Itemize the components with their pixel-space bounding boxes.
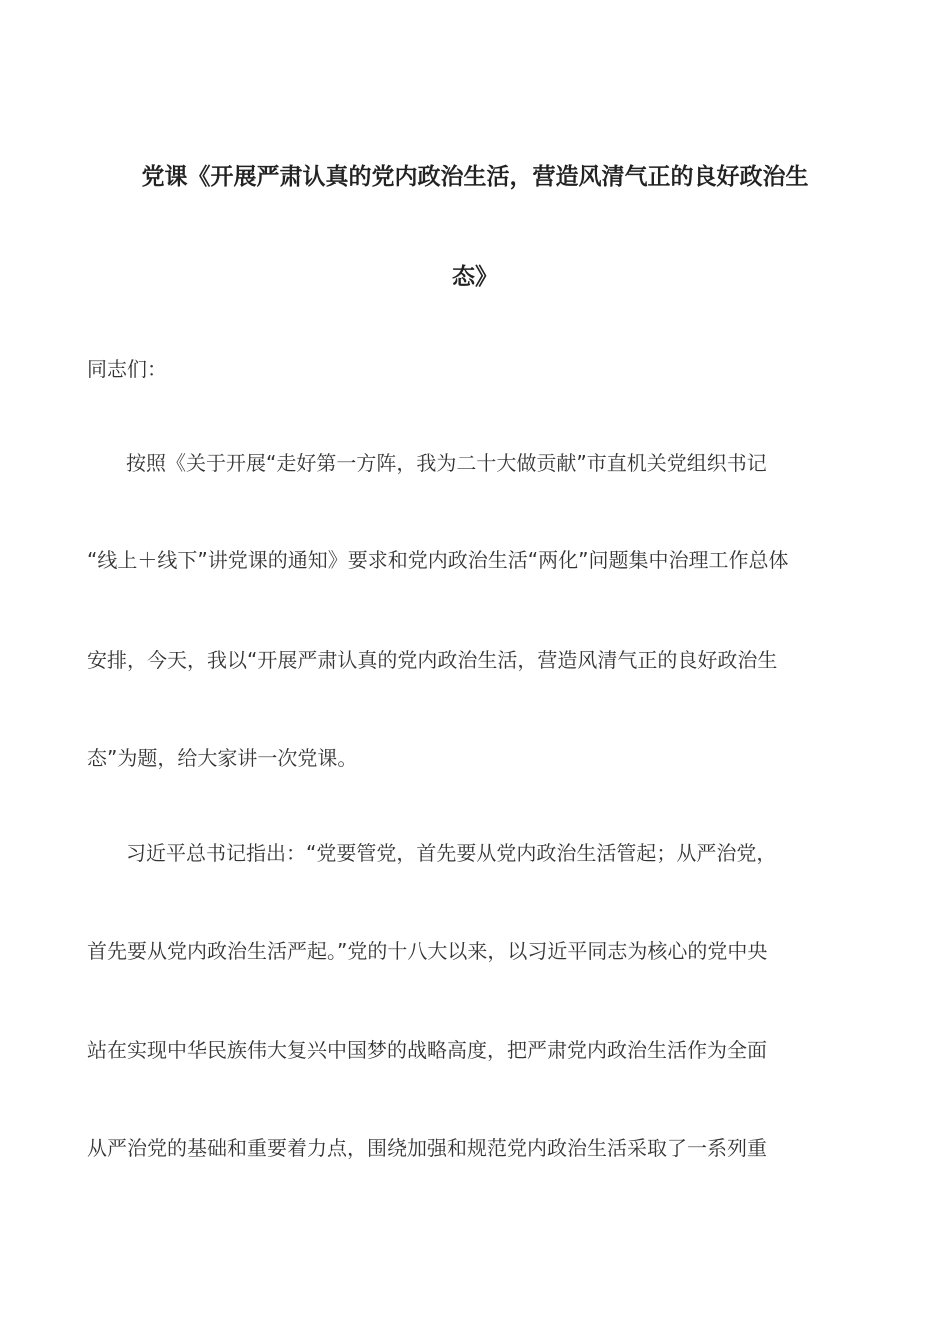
paragraph-1-line-4: 态”为题，给大家讲一次党课。 (87, 746, 358, 770)
paragraph-2-line-4: 从严治党的基础和重要着力点，围绕加强和规范党内政治生活采取了一系列重 (87, 1136, 767, 1160)
paragraph-2-line-3: 站在实现中华民族伟大复兴中国梦的战略高度，把严肃党内政治生活作为全面 (87, 1038, 767, 1062)
paragraph-1-line-1: 按照《关于开展“走好第一方阵，我为二十大做贡献”市直机关党组织书记 (126, 451, 767, 475)
salutation: 同志们： (87, 357, 167, 381)
paragraph-1-line-2: “线上＋线下”讲党课的通知》要求和党内政治生活“两化”问题集中治理工作总体 (87, 548, 789, 572)
document-title-line-2: 态》 (452, 264, 498, 290)
document-title-line-1: 党课《开展严肃认真的党内政治生活，营造风清气正的良好政治生 (141, 164, 809, 190)
paragraph-2-line-1: 习近平总书记指出：“党要管党，首先要从党内政治生活管起；从严治党， (126, 841, 777, 865)
paragraph-2-line-2: 首先要从党内政治生活严起。”党的十八大以来，以习近平同志为核心的党中央 (87, 939, 768, 963)
paragraph-1-line-3: 安排，今天，我以“开展严肃认真的党内政治生活，营造风清气正的良好政治生 (87, 648, 778, 672)
